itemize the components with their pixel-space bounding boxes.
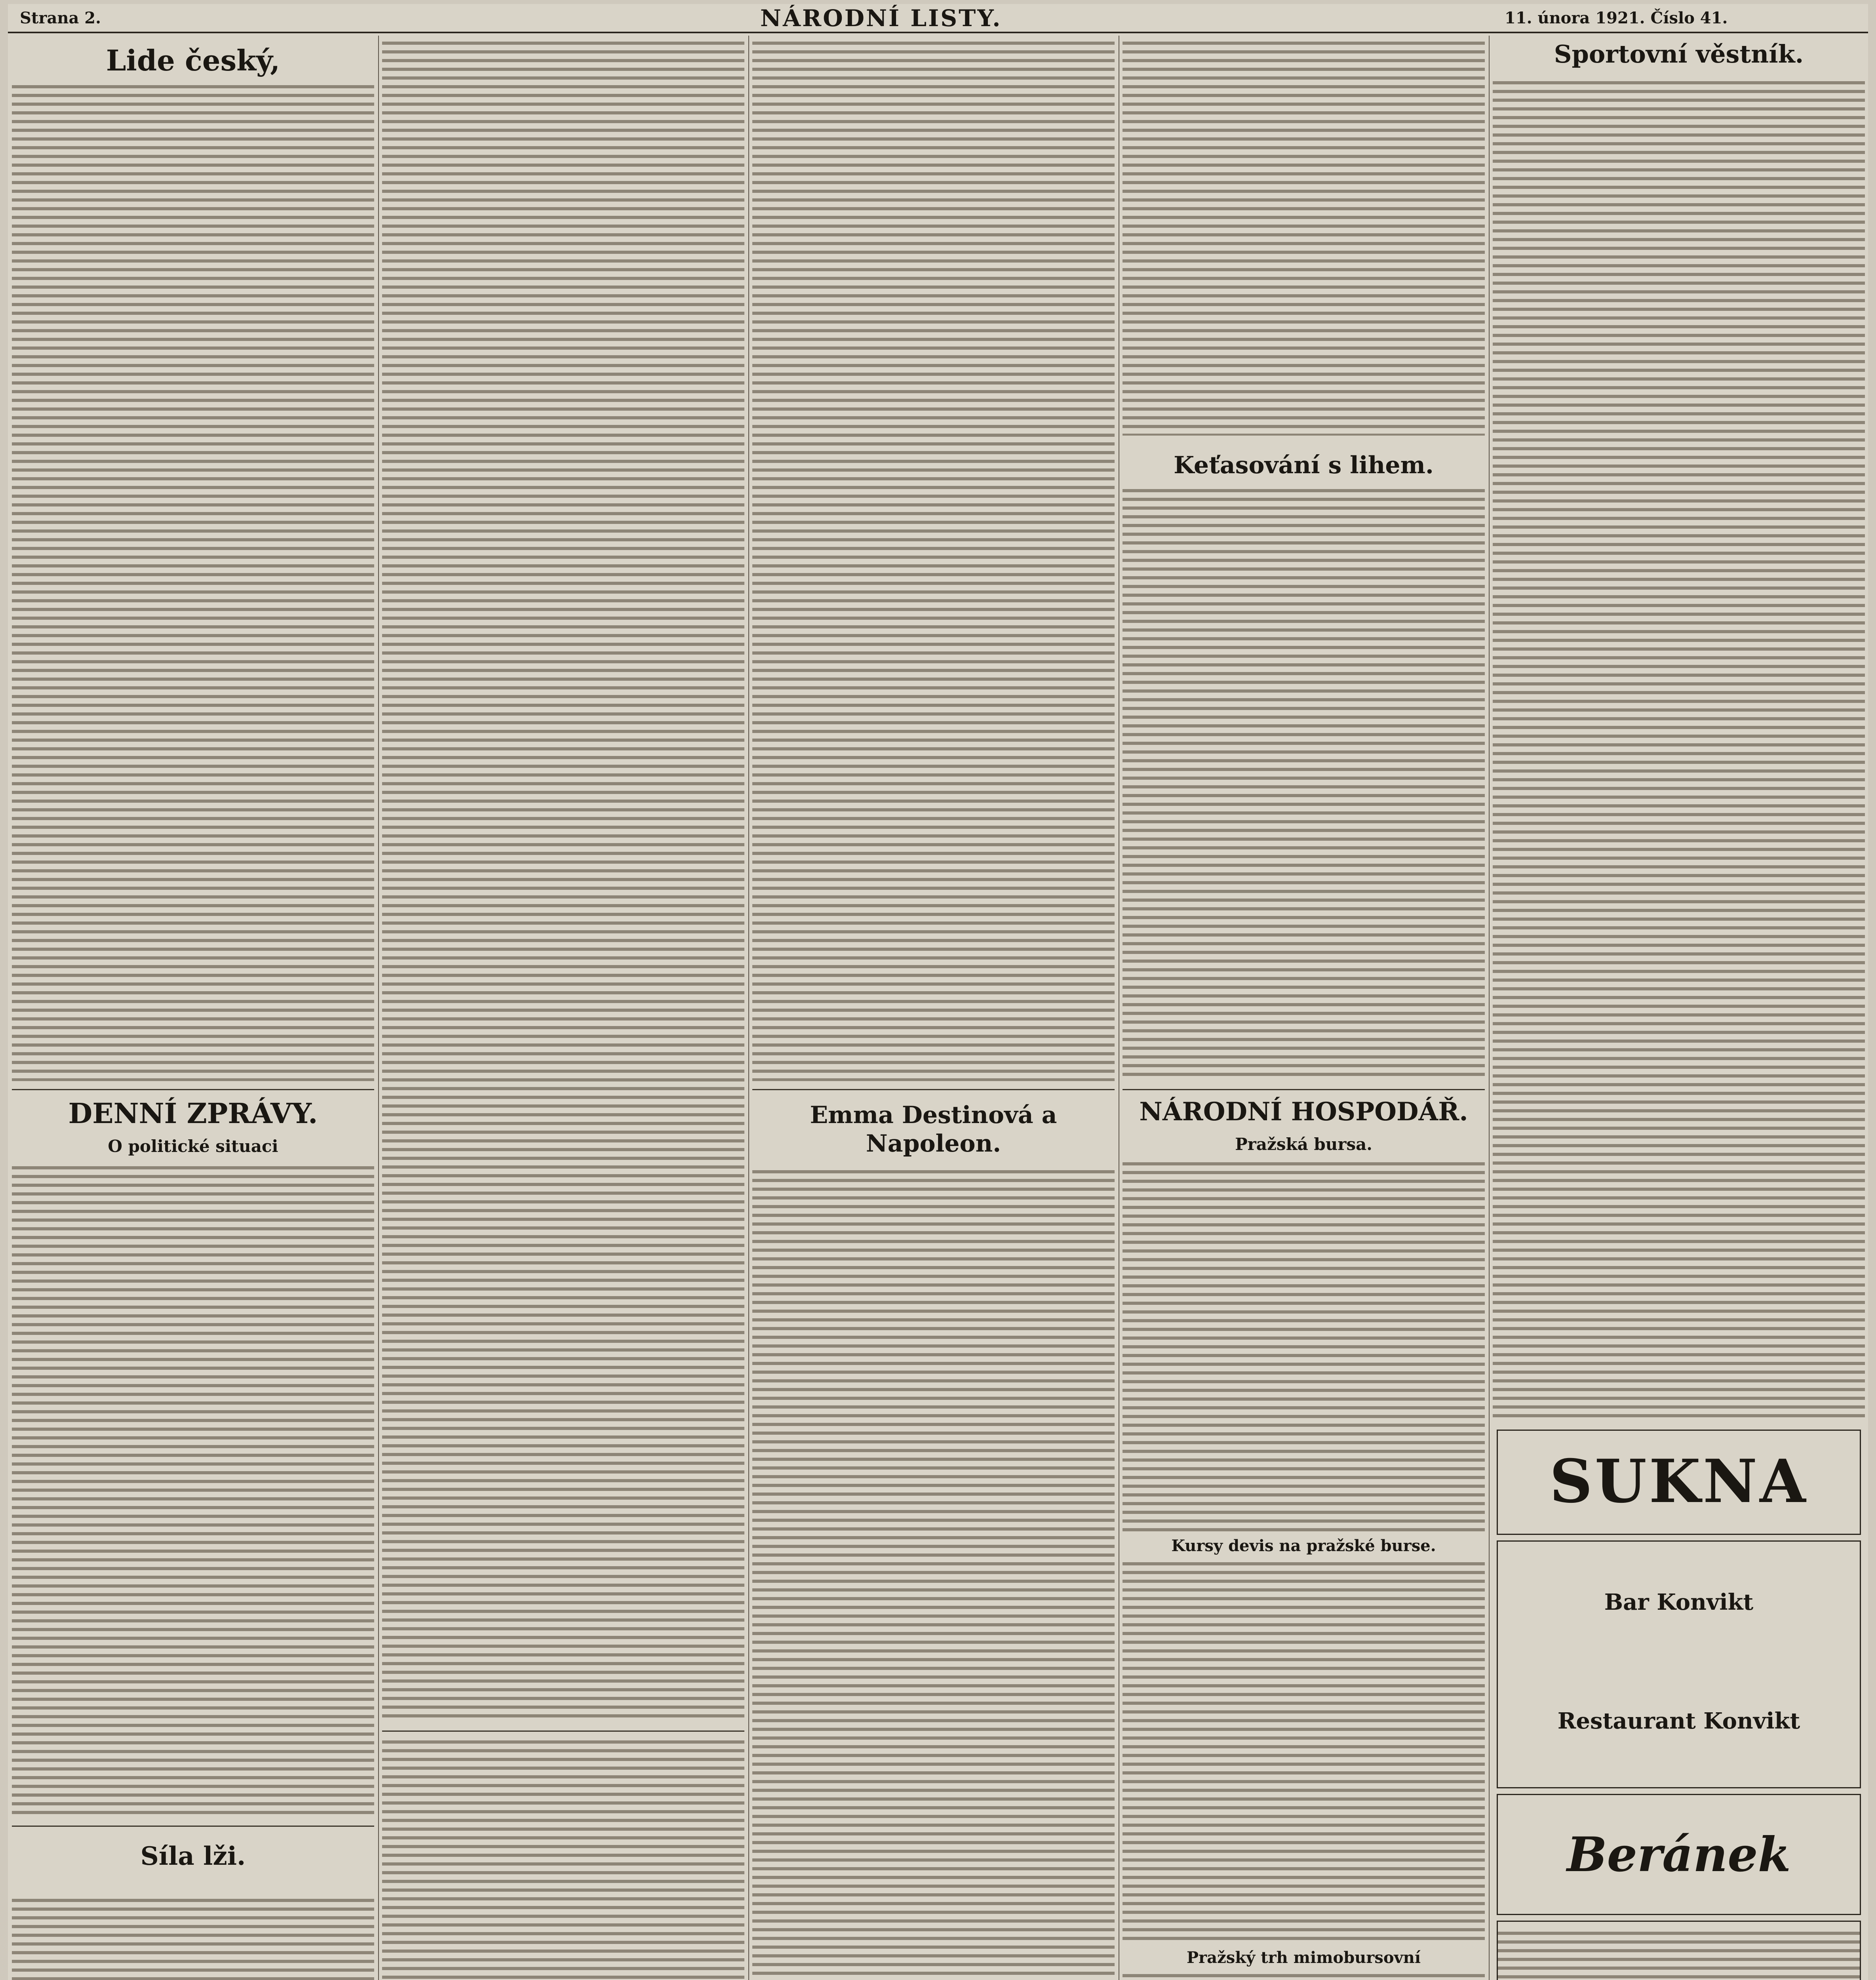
separator (752, 1089, 1115, 1090)
column-2 (382, 36, 744, 1980)
column-rule (748, 36, 749, 1980)
ad-title: SUKNA (1549, 1447, 1808, 1516)
article-heading: Pražská bursa. (1235, 1135, 1372, 1154)
ad-title: Beránek (1567, 1827, 1791, 1883)
advertisement (1497, 1921, 1861, 1980)
article-text (1493, 79, 1865, 1422)
ad-title: Bar Konvikt (1604, 1589, 1754, 1615)
section-heading: DENNÍ ZPRÁVY. (68, 1097, 318, 1130)
ad-text (1498, 1930, 1860, 1980)
article-heading: Pražský trh mimobursovní (1186, 1948, 1421, 1967)
separator (1123, 1089, 1485, 1090)
column-rule (1489, 36, 1490, 1980)
column-4 (1123, 36, 1485, 1980)
masthead (8, 4, 1868, 33)
feuilleton-title: Síla lži. (140, 1841, 246, 1871)
feuilleton-text (382, 1738, 744, 1980)
article-text (1123, 1160, 1485, 1533)
feuilleton-text (12, 1897, 374, 1980)
article-text (12, 83, 374, 1081)
advertisement (1497, 1430, 1861, 1535)
article-heading: Emma Destinová a Napoleon. (810, 1101, 1057, 1158)
advertisement (1497, 1794, 1861, 1915)
section-heading: NÁRODNÍ HOSPODÁŘ. (1139, 1097, 1468, 1127)
separator (382, 1731, 744, 1732)
article-text (1123, 40, 1485, 436)
headline: Lide český, (106, 44, 280, 77)
column-rule (378, 36, 379, 1980)
article-text (752, 40, 1115, 1081)
newspaper-page (8, 4, 1868, 1980)
ad-title: Restaurant Konvikt (1557, 1708, 1800, 1734)
column-5 (1493, 36, 1865, 1980)
article-heading: Kursy devis na pražské burse. (1171, 1536, 1436, 1555)
article-heading: Keťasování s lihem. (1174, 451, 1434, 479)
issue-date: 11. února 1921. Číslo 41. (1505, 9, 1728, 27)
article-text (1123, 487, 1485, 1081)
article-text (752, 1168, 1115, 1980)
section-heading: Sportovní věstník. (1554, 40, 1804, 69)
rate-table (1123, 1560, 1485, 1940)
separator (12, 1089, 374, 1090)
article-heading: O politické situaci (108, 1137, 278, 1156)
newspaper-title: NÁRODNÍ LISTY. (760, 5, 1002, 32)
article-text (1123, 1972, 1485, 1980)
article-text (12, 1164, 374, 1818)
separator (12, 1826, 374, 1827)
page-number: Strana 2. (20, 9, 101, 27)
column-3 (752, 36, 1115, 1980)
article-text (382, 40, 744, 1723)
advertisement (1497, 1540, 1861, 1788)
column-1 (12, 36, 374, 1980)
